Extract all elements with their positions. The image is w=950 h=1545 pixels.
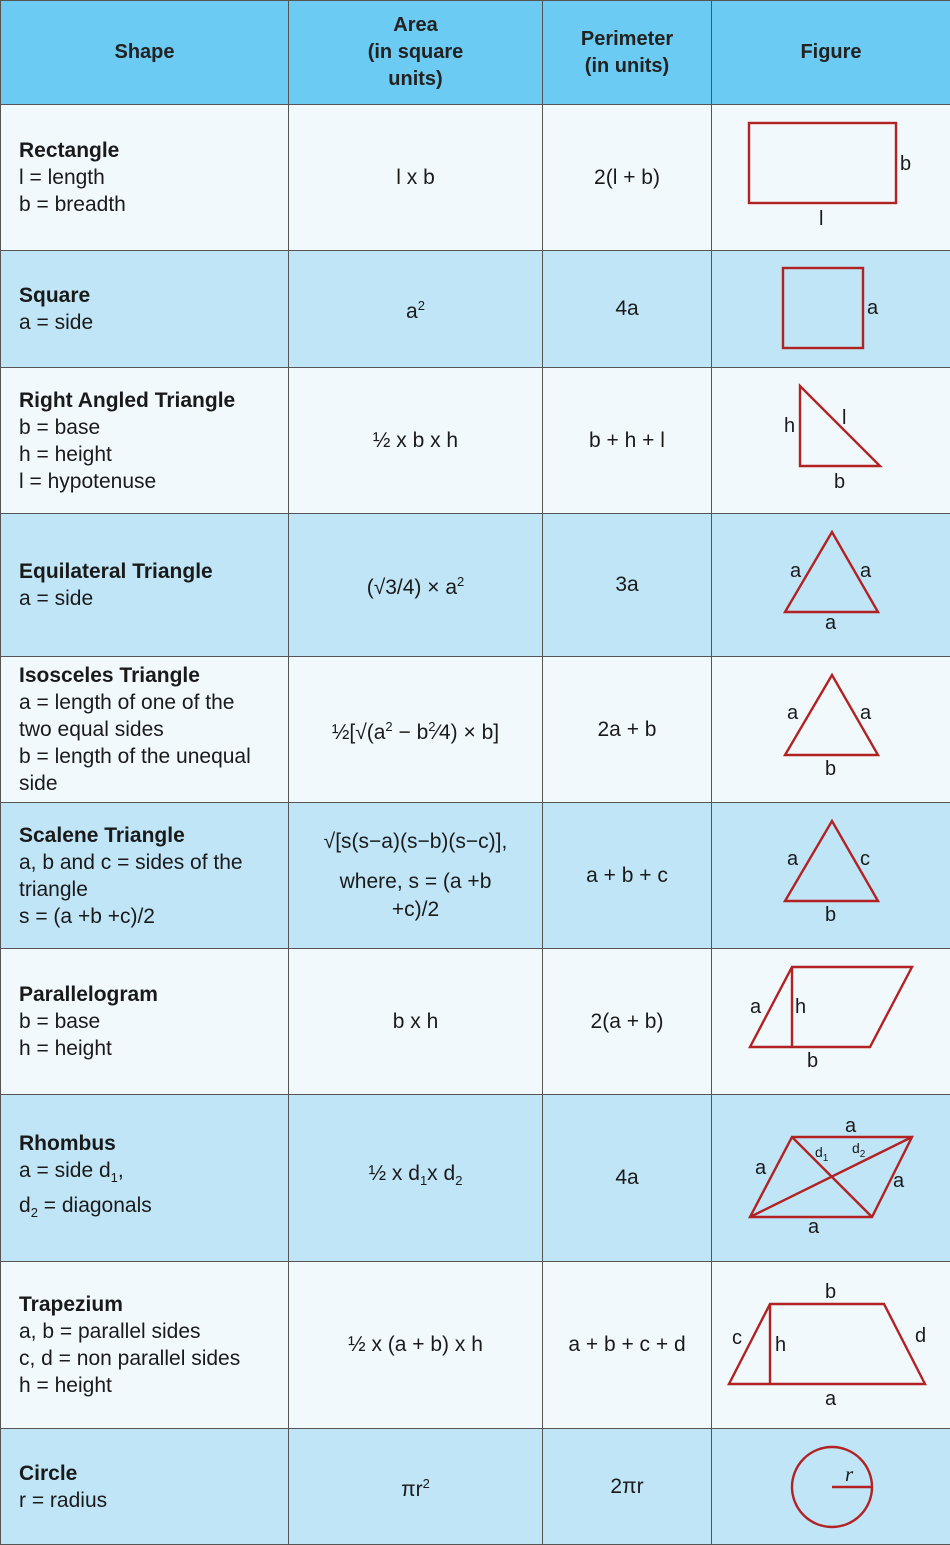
scalene-triangle-figure <box>712 803 950 948</box>
area-formula: $\pi r^2$ <box>289 1429 543 1545</box>
area-formula: l x b <box>289 105 543 251</box>
shape-cell: Scalene Triangle a, b and c = sides of the triangle s = (a +b +c)/2 <box>1 803 289 949</box>
figure-cell <box>712 657 950 803</box>
perimeter-formula: a + b + c <box>543 803 712 949</box>
svg-text:l: l <box>819 208 823 230</box>
figure-cell <box>712 251 950 368</box>
table-row <box>1 105 950 251</box>
figure-cell <box>712 949 950 1095</box>
area-formula: $\frac{1}{2}[√(a^2$ − $b^2⁄4) \times b$] <box>289 657 543 803</box>
svg-text:b: b <box>825 758 836 780</box>
shape-name: Trapezium <box>19 1291 288 1318</box>
area-formula: b x h <box>289 949 543 1095</box>
figure-cell <box>712 105 950 251</box>
svg-text:b: b <box>807 1050 818 1072</box>
figure-cell <box>712 803 950 949</box>
svg-text:b: b <box>825 904 836 926</box>
shape-name: Right Angled Triangle <box>19 387 288 414</box>
shape-cell: Rectangle l = length b = breadth <box>1 105 289 251</box>
svg-text:d: d <box>915 1325 926 1347</box>
svg-text:h: h <box>795 996 806 1018</box>
perimeter-formula: 3a <box>543 514 712 657</box>
shape-cell: Square a = side <box>1 251 289 368</box>
area-formula: ½ x b x h <box>289 368 543 514</box>
figure-cell <box>712 1262 950 1429</box>
svg-text:a: a <box>867 297 879 319</box>
perimeter-formula: 4a <box>543 251 712 368</box>
svg-text:a: a <box>893 1170 905 1192</box>
header-shape: Shape <box>1 1 289 105</box>
shape-cell: Parallelogram b = base h = height <box>1 949 289 1095</box>
shape-name: Square <box>19 282 288 309</box>
figure-cell <box>712 1429 950 1545</box>
svg-text:h: h <box>784 415 795 437</box>
svg-text:a: a <box>750 996 762 1018</box>
shape-name: Isosceles Triangle <box>19 662 288 689</box>
isosceles-triangle-figure <box>712 657 950 802</box>
table-row <box>1 657 950 803</box>
svg-text:d2: $d_2$ <box>852 1140 866 1160</box>
svg-text:h: h <box>775 1334 786 1356</box>
svg-text:a: a <box>808 1216 820 1238</box>
svg-text:a: a <box>787 702 799 724</box>
svg-text:a: a <box>860 702 872 724</box>
header-area: Area (in square units) <box>289 1 543 105</box>
table-row <box>1 368 950 514</box>
svg-text:a: a <box>790 560 802 582</box>
area-formula: ½ x (a + b) x h <box>289 1262 543 1429</box>
perimeter-formula: 2a + b <box>543 657 712 803</box>
shape-name: Rhombus <box>19 1130 288 1157</box>
svg-text:r: r <box>845 1462 854 1486</box>
square-figure <box>712 251 950 367</box>
svg-text:b: b <box>834 471 845 493</box>
table-header-row <box>1 1 950 105</box>
svg-text:c: c <box>732 1327 742 1349</box>
parallelogram-figure <box>712 949 950 1094</box>
equilateral-triangle-figure <box>712 514 950 656</box>
table-row <box>1 1095 950 1262</box>
svg-text:d1: $d_1$ <box>815 1144 829 1164</box>
shape-name: Equilateral Triangle <box>19 558 288 585</box>
shape-cell: Isosceles Triangle a = length of one of the two equal sides b = length of the unequal side <box>1 657 289 803</box>
shape-name: Rectangle <box>19 137 288 164</box>
table-row <box>1 251 950 368</box>
rhombus-figure <box>712 1095 950 1261</box>
shape-name: Scalene Triangle <box>19 822 288 849</box>
area-formula: ½ x $d_1x$ $d_2$ <box>289 1095 543 1262</box>
figure-cell <box>712 368 950 514</box>
svg-text:b: b <box>825 1281 836 1303</box>
figure-cell <box>712 514 950 657</box>
table-row <box>1 514 950 657</box>
svg-text:a: a <box>860 560 872 582</box>
area-formula: $a^2$ <box>289 251 543 368</box>
shape-cell: Equilateral Triangle a = side <box>1 514 289 657</box>
svg-text:a: a <box>845 1115 857 1137</box>
shape-cell: Circle r = radius <box>1 1429 289 1545</box>
perimeter-formula: b + h + l <box>543 368 712 514</box>
trapezium-figure <box>712 1262 950 1428</box>
table-row <box>1 1262 950 1429</box>
shape-cell: Right Angled Triangle b = base h = height l = hypotenuse <box>1 368 289 514</box>
area-formula: $(√3/4) \times a^2$ <box>289 514 543 657</box>
shape-cell: Rhombus a = side $d_1$, $d_2$ = diagonals <box>1 1095 289 1262</box>
shape-cell: Trapezium a, b = parallel sides c, d = non parallel sides h = height <box>1 1262 289 1429</box>
svg-text:c: c <box>860 848 870 870</box>
rectangle-figure <box>712 105 950 250</box>
svg-text:a: a <box>787 848 799 870</box>
svg-text:a: a <box>825 612 837 634</box>
svg-text:a: a <box>825 1388 837 1410</box>
header-perimeter: Perimeter (in units) <box>543 1 712 105</box>
figure-cell <box>712 1095 950 1262</box>
table-row <box>1 803 950 949</box>
header-figure: Figure <box>712 1 950 105</box>
svg-text:b: b <box>900 153 911 175</box>
circle-figure <box>712 1429 950 1544</box>
right-triangle-figure <box>712 368 950 513</box>
perimeter-formula: 2(l + b) <box>543 105 712 251</box>
shape-name: Circle <box>19 1460 288 1487</box>
perimeter-formula: 4a <box>543 1095 712 1262</box>
perimeter-formula: 2πr <box>543 1429 712 1545</box>
area-formula: √[s(s−a)(s−b)(s−c)], where, s = (a +b +c)/2 <box>289 803 543 949</box>
svg-text:a: a <box>755 1157 767 1179</box>
perimeter-formula: 2(a + b) <box>543 949 712 1095</box>
table-row <box>1 1429 950 1545</box>
shape-name: Parallelogram <box>19 981 288 1008</box>
perimeter-formula: a + b + c + d <box>543 1262 712 1429</box>
table-row <box>1 949 950 1095</box>
svg-text:l: l <box>842 407 846 429</box>
